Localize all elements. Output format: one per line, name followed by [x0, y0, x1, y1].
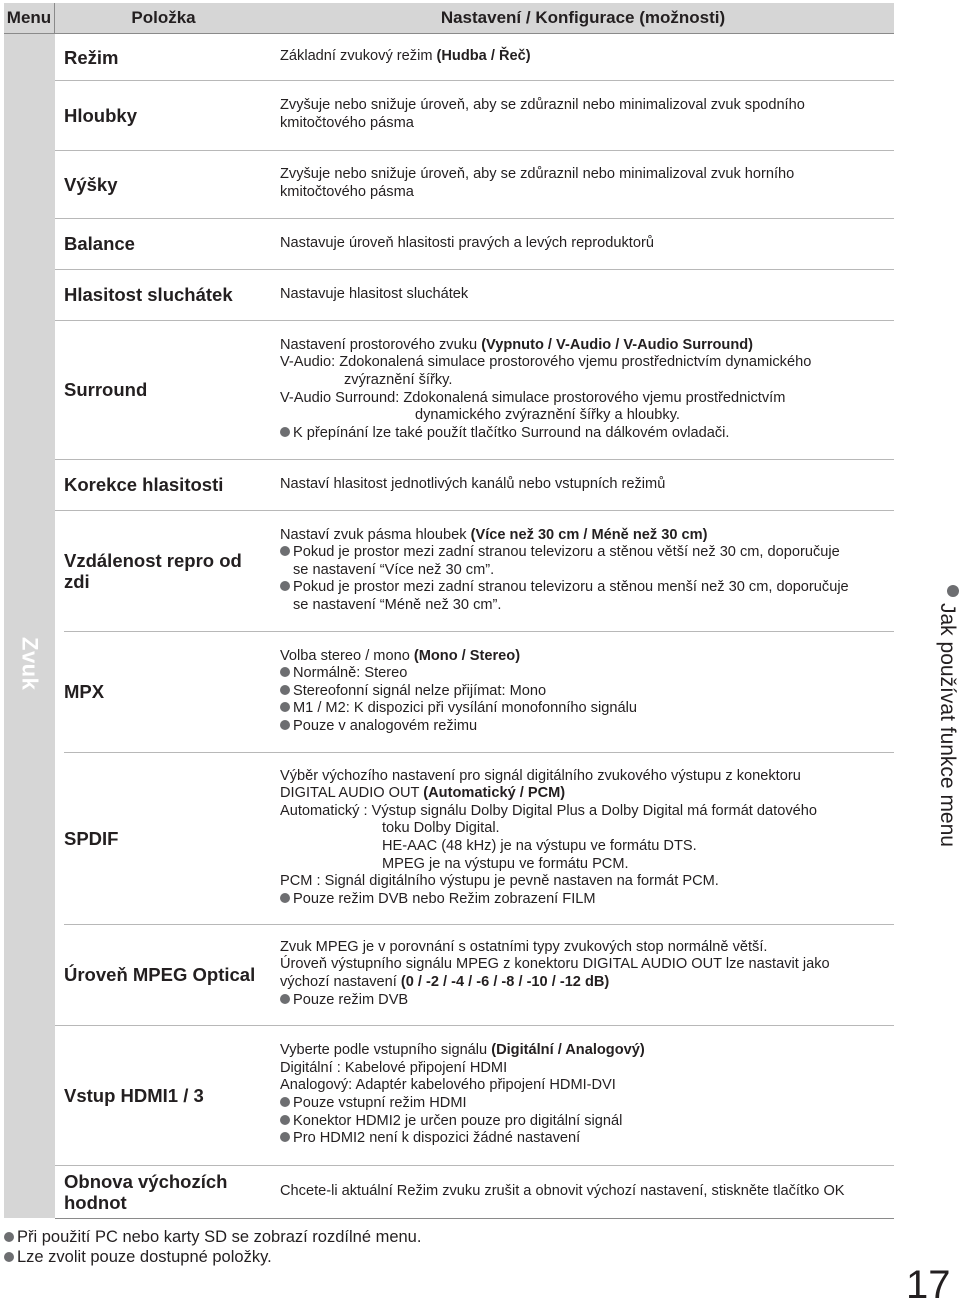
setting-description	[280, 1165, 900, 1218]
description-line: kmitočtového pásma	[280, 115, 414, 131]
description-line: Nastaví hlasitost jednotlivých kanálů nebo vstupních režimů	[280, 475, 666, 492]
description-line: kmitočtového pásma	[280, 184, 414, 200]
description-line: Nastavení prostorového zvuku (Vypnuto / V-Audio / V-Audio Surround)	[280, 336, 754, 353]
table-row	[55, 923, 894, 1025]
setting-item-name	[64, 150, 264, 218]
description-line: Konektor HDMI2 je určen pouze pro digitální signál	[280, 1113, 900, 1131]
setting-item-label: Obnova výchozích hodnot	[64, 1170, 228, 1213]
setting-item-name	[64, 80, 264, 150]
bullet-icon	[280, 893, 290, 903]
setting-item-label: Vstup HDMI1 / 3	[64, 1084, 204, 1106]
page-number: 17	[906, 1263, 951, 1307]
side-section-label: Jak používat funkce menu	[929, 585, 959, 895]
description-line: Automatický : Výstup signálu Dolby Digital Plus a Dolby Digital má formát datového	[280, 802, 817, 819]
setting-description	[280, 80, 900, 150]
description-line: HE-AAC (48 kHz) je na výstupu ve formátu DTS.	[382, 838, 697, 854]
menu-column	[4, 34, 55, 1218]
row-divider	[64, 631, 894, 632]
description-line: Chcete-li aktuální Režim zvuku zrušit a obnovit výchozí nastavení, stiskněte tlačítko OK	[280, 1182, 845, 1199]
setting-item-name	[64, 510, 264, 631]
bullet-icon	[947, 585, 959, 597]
description-line: Pouze režim DVB nebo Režim zobrazení FILM	[280, 891, 900, 909]
table-bottom-border	[55, 1218, 894, 1219]
bullet-icon	[4, 1252, 14, 1262]
description-line: se nastavení “Méně než 30 cm”.	[293, 596, 502, 613]
description-line: V-Audio: Zdokonalená simulace prostorového vjemu prostřednictvím dynamického	[280, 354, 812, 371]
table-row	[55, 510, 894, 631]
table-row	[55, 631, 894, 752]
description-line: Zvuk MPEG je v porovnání s ostatními typy zvukových stop normálně větší.	[280, 938, 768, 955]
table-row	[55, 320, 894, 459]
row-divider	[55, 80, 894, 81]
row-divider	[55, 150, 894, 151]
setting-item-label: Hloubky	[64, 104, 137, 126]
table-row	[55, 1165, 894, 1218]
description-line: Úroveň výstupního signálu MPEG z konektoru DIGITAL AUDIO OUT lze nastavit jako	[280, 956, 830, 973]
description-line: toku Dolby Digital.	[382, 820, 500, 837]
bullet-icon	[280, 546, 290, 556]
setting-item-name	[64, 320, 264, 459]
description-line: Základní zvukový režim (Hudba / Řeč)	[280, 48, 531, 65]
settings-table	[4, 3, 894, 1218]
bullet-icon	[280, 1097, 290, 1107]
row-divider	[55, 510, 894, 511]
row-divider	[55, 459, 894, 460]
row-divider	[55, 269, 894, 270]
table-row	[55, 459, 894, 510]
setting-description	[280, 320, 900, 459]
description-line: Nastavuje hlasitost sluchátek	[280, 285, 469, 302]
description-line: Digitální : Kabelové připojení HDMI	[280, 1059, 508, 1076]
row-divider	[55, 1025, 894, 1026]
description-line: výchozí nastavení (0 / -2 / -4 / -6 / -8 / -10 / -12 dB)	[280, 974, 610, 990]
setting-item-name	[64, 752, 264, 924]
row-divider	[64, 924, 894, 925]
description-line: zvýraznění šířky.	[344, 371, 453, 388]
setting-description	[280, 34, 900, 80]
bullet-icon	[280, 581, 290, 591]
bullet-icon	[280, 1132, 290, 1142]
description-line: PCM : Signál digitálního výstupu je pevně nastaven na formát PCM.	[280, 873, 719, 890]
description-line: Výběr výchozího nastavení pro signál digitálního zvukového výstupu z konektoru	[280, 767, 801, 784]
table-row	[55, 218, 894, 269]
description-line: Nastaví zvuk pásma hloubek (Více než 30 cm / Méně než 30 cm)	[280, 526, 708, 543]
description-line: V-Audio Surround: Zdokonalená simulace prostorového vjemu prostřednictvím	[280, 389, 786, 406]
setting-item-name	[64, 459, 264, 510]
row-divider	[55, 218, 894, 219]
setting-item-label: Hlasitost sluchátek	[64, 284, 233, 305]
bullet-icon	[280, 685, 290, 695]
description-line: K přepínání lze také použít tlačítko Surround na dálkovém ovladači.	[280, 425, 900, 443]
description-line: Zvyšuje nebo snižuje úroveň, aby se zdůraznil nebo minimalizoval zvuk spodního	[280, 97, 805, 114]
row-divider	[64, 752, 894, 753]
row-divider	[55, 320, 894, 321]
description-line: Pokud je prostor mezi zadní stranou televizoru a stěnou menší než 30 cm, doporučuje	[280, 579, 900, 597]
setting-item-name	[64, 269, 264, 320]
description-line: MPEG je na výstupu ve formátu PCM.	[382, 855, 629, 872]
setting-description	[280, 218, 900, 269]
description-line: Nastavuje úroveň hlasitosti pravých a levých reproduktorů	[280, 234, 654, 251]
description-line: Pro HDMI2 není k dispozici žádné nastavení	[280, 1130, 900, 1148]
table-row	[55, 150, 894, 218]
setting-item-label: SPDIF	[64, 827, 119, 849]
setting-item-label: Balance	[64, 233, 135, 254]
bullet-icon	[280, 702, 290, 712]
table-row	[55, 1025, 894, 1165]
setting-description	[280, 510, 900, 631]
bullet-icon	[280, 667, 290, 677]
column-header-item: Položka	[55, 3, 272, 34]
table-row	[55, 80, 894, 150]
description-line: Stereofonní signál nelze přijímat: Mono	[280, 683, 900, 701]
description-line: Pouze v analogovém režimu	[280, 718, 900, 736]
setting-item-label: Výšky	[64, 173, 118, 195]
setting-description	[280, 752, 900, 924]
setting-description	[280, 150, 900, 218]
description-line: Pouze režim DVB	[280, 992, 900, 1010]
description-line: Zvyšuje nebo snižuje úroveň, aby se zdůraznil nebo minimalizoval zvuk horního	[280, 166, 795, 183]
setting-item-name	[64, 631, 264, 752]
setting-item-label: Korekce hlasitosti	[64, 474, 224, 495]
footer-note: Lze zvolit pouze dostupné položky.	[4, 1247, 421, 1267]
bullet-icon	[280, 1115, 290, 1125]
menu-name: Zvuk	[17, 637, 43, 691]
description-line: se nastavení “Více než 30 cm”.	[293, 561, 495, 578]
setting-description	[280, 269, 900, 320]
description-line: Analogový: Adaptér kabelového připojení HDMI-DVI	[280, 1077, 616, 1094]
table-row	[55, 34, 894, 80]
setting-item-name	[64, 34, 264, 80]
description-line: Pouze vstupní režim HDMI	[280, 1095, 900, 1113]
setting-item-label: Úroveň MPEG Optical	[64, 963, 256, 985]
description-line: DIGITAL AUDIO OUT (Automatický / PCM)	[280, 785, 566, 802]
column-header-setting: Nastavení / Konfigurace (možnosti)	[272, 3, 894, 34]
setting-item-label: MPX	[64, 681, 105, 702]
table-row	[55, 269, 894, 320]
setting-item-name	[64, 218, 264, 269]
setting-item-name	[64, 1165, 264, 1218]
description-line: dynamického zvýraznění šířky a hloubky.	[415, 407, 680, 424]
description-line: Vyberte podle vstupního signálu (Digitální / Analogový)	[280, 1042, 645, 1059]
description-line: Normálně: Stereo	[280, 665, 900, 683]
setting-description	[280, 923, 900, 1025]
setting-item-label: Vzdálenost repro od zdi	[64, 549, 242, 592]
bullet-icon	[280, 720, 290, 730]
setting-item-name	[64, 923, 264, 1025]
footer-note: Při použití PC nebo karty SD se zobrazí rozdílné menu.	[4, 1227, 421, 1247]
row-divider	[55, 1165, 894, 1166]
setting-description	[280, 459, 900, 510]
table-row	[55, 752, 894, 924]
setting-description	[280, 1025, 900, 1165]
bullet-icon	[280, 994, 290, 1004]
setting-description	[280, 631, 900, 752]
bullet-icon	[4, 1232, 14, 1242]
description-line: Pokud je prostor mezi zadní stranou televizoru a stěnou větší než 30 cm, doporučuje	[280, 544, 900, 562]
column-header-menu: Menu	[4, 3, 55, 34]
footer-notes	[4, 1227, 421, 1267]
description-line: Volba stereo / mono (Mono / Stereo)	[280, 647, 521, 664]
bullet-icon	[280, 427, 290, 437]
setting-item-name	[64, 1025, 264, 1165]
description-line: M1 / M2: K dispozici při vysílání monofonního signálu	[280, 700, 900, 718]
setting-item-label: Surround	[64, 379, 148, 400]
setting-item-label: Režim	[64, 46, 119, 68]
